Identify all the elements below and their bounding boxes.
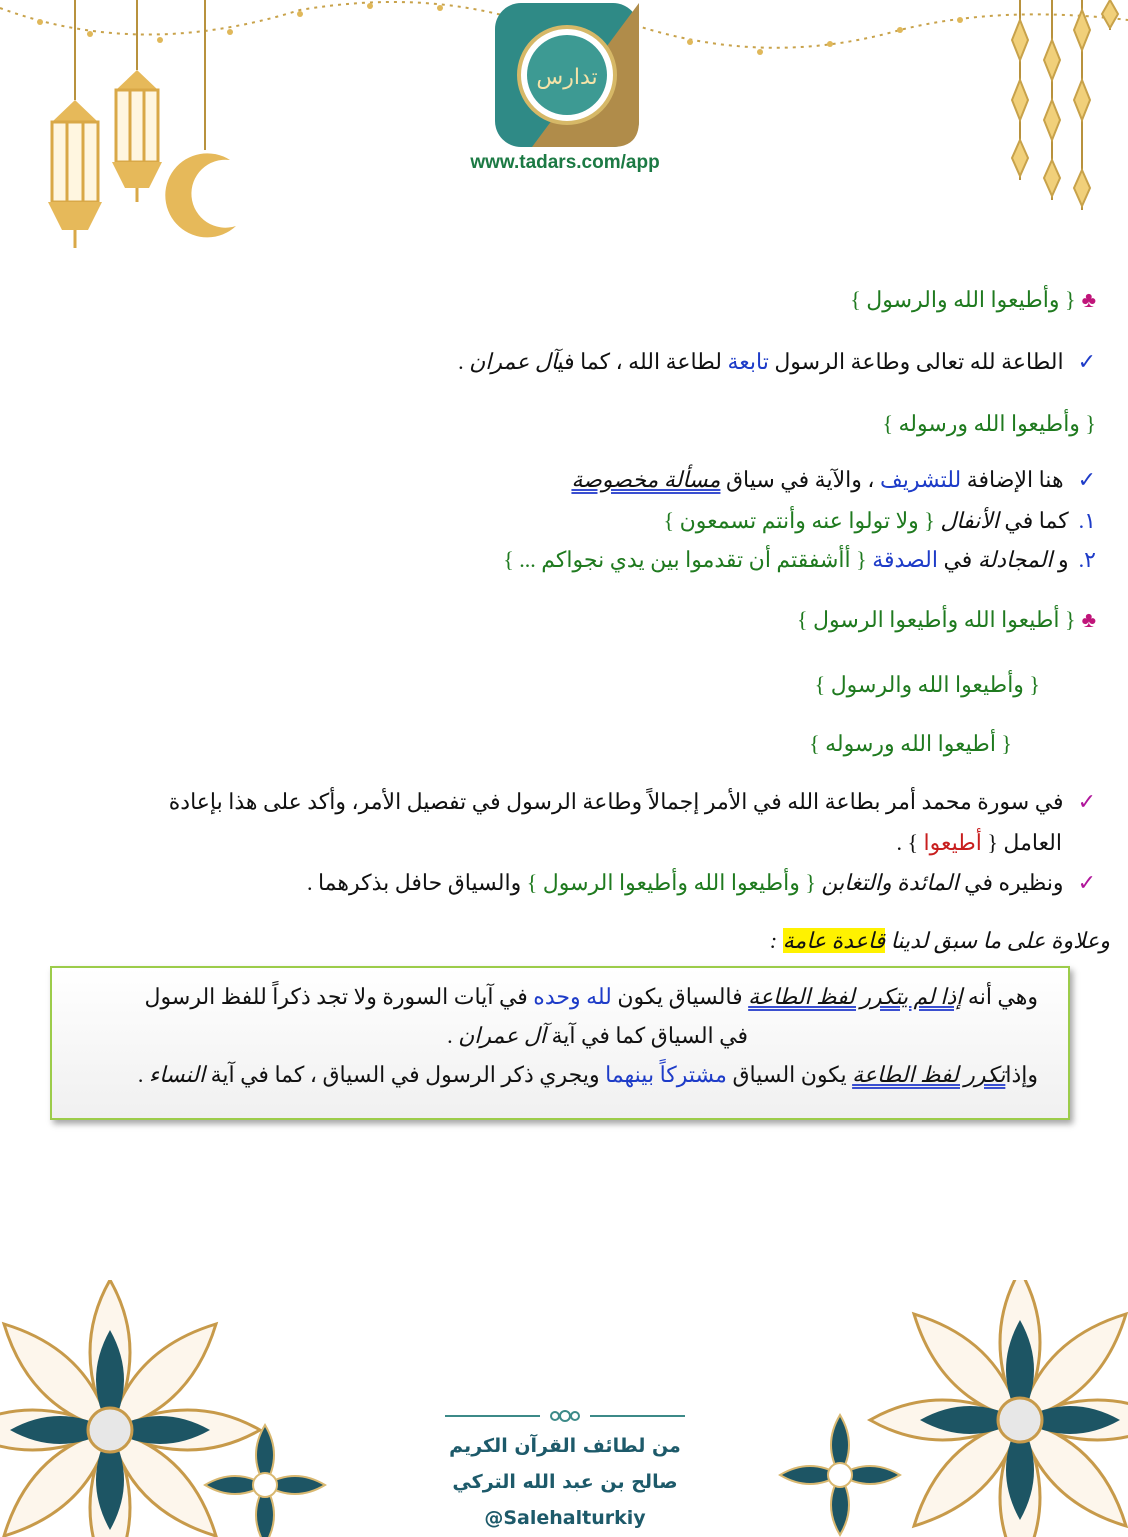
paragraph-1-line-2: العامل { أطيعوا } . xyxy=(896,830,1062,855)
verse-line-1: ♣{ وأطيعوا الله والرسول } xyxy=(850,287,1096,312)
general-rule-box xyxy=(50,966,1070,1120)
rule-box-line-2: في السياق كما في آية آل عمران . xyxy=(447,1023,748,1048)
list-item-2: ٢.و المجادلة في الصدقة { أأشفقتم أن تقدموا بين يدي نجواكم ... } xyxy=(503,547,1096,572)
club-icon: ♣ xyxy=(1081,607,1096,632)
note-line-1: ✓الطاعة لله تعالى وطاعة الرسول تابعة لطاعة الله ، كما فيآل عمران . xyxy=(458,349,1096,374)
app-url-link[interactable]: www.tadars.com/app xyxy=(470,152,660,173)
general-rule-heading: وعلاوة على ما سبق لدينا قاعدة عامة : xyxy=(769,928,1110,953)
check-icon: ✓ xyxy=(1077,349,1096,374)
verse-line-2: { وأطيعوا الله ورسوله } xyxy=(882,411,1096,436)
verse-line-3: ♣{ أطيعوا الله وأطيعوا الرسول } xyxy=(796,607,1096,632)
svg-text:تدارس: تدارس xyxy=(536,65,598,90)
note-line-2: ✓هنا الإضافة للتشريف ، والآية في سياق مسألة مخصوصة xyxy=(571,467,1096,492)
rule-box-line-1: وهي أنه إذا لم يتكرر لفظ الطاعة فالسياق يكون لله وحده في آيات السورة ولا تجد ذكراً للفظ الرسول xyxy=(144,984,1038,1009)
footer xyxy=(420,1408,710,1536)
footer-handle[interactable]: @Salehalturkiy xyxy=(484,1507,646,1529)
verse-line-3a: { وأطيعوا الله والرسول } xyxy=(814,672,1040,697)
list-item-1: ١.كما في الأنفال { ولا تولوا عنه وأنتم تسمعون } xyxy=(663,508,1096,533)
rule-box-line-3: وإذاتكرر لفظ الطاعة يكون السياق مشتركاً بينهما ويجري ذكر الرسول في السياق ، كما في آية النساء . xyxy=(137,1062,1038,1087)
tadars-logo[interactable] xyxy=(492,0,642,150)
ornament-divider xyxy=(445,1408,685,1424)
paragraph-2: ✓ونظيره في المائدة والتغابن { وأطيعوا الله وأطيعوا الرسول } والسياق حافل بذكرهما . xyxy=(306,870,1096,895)
flower-decoration-left xyxy=(0,1280,340,1537)
club-icon: ♣ xyxy=(1081,287,1096,312)
check-icon: ✓ xyxy=(1077,467,1096,492)
verse-line-3b: { أطيعوا الله ورسوله } xyxy=(809,731,1012,756)
footer-line-1: من لطائف القرآن الكريم xyxy=(449,1435,681,1457)
check-icon: ✓ xyxy=(1077,870,1096,895)
paragraph-1-line-1: ✓في سورة محمد أمر بطاعة الله في الأمر إجمالاً وطاعة الرسول في تفصيل الأمر، وأكد على هذا بإعادة xyxy=(168,789,1096,814)
footer-line-2: صالح بن عبد الله التركي xyxy=(452,1471,678,1493)
check-icon: ✓ xyxy=(1077,789,1096,814)
flower-decoration-right xyxy=(770,1280,1128,1537)
